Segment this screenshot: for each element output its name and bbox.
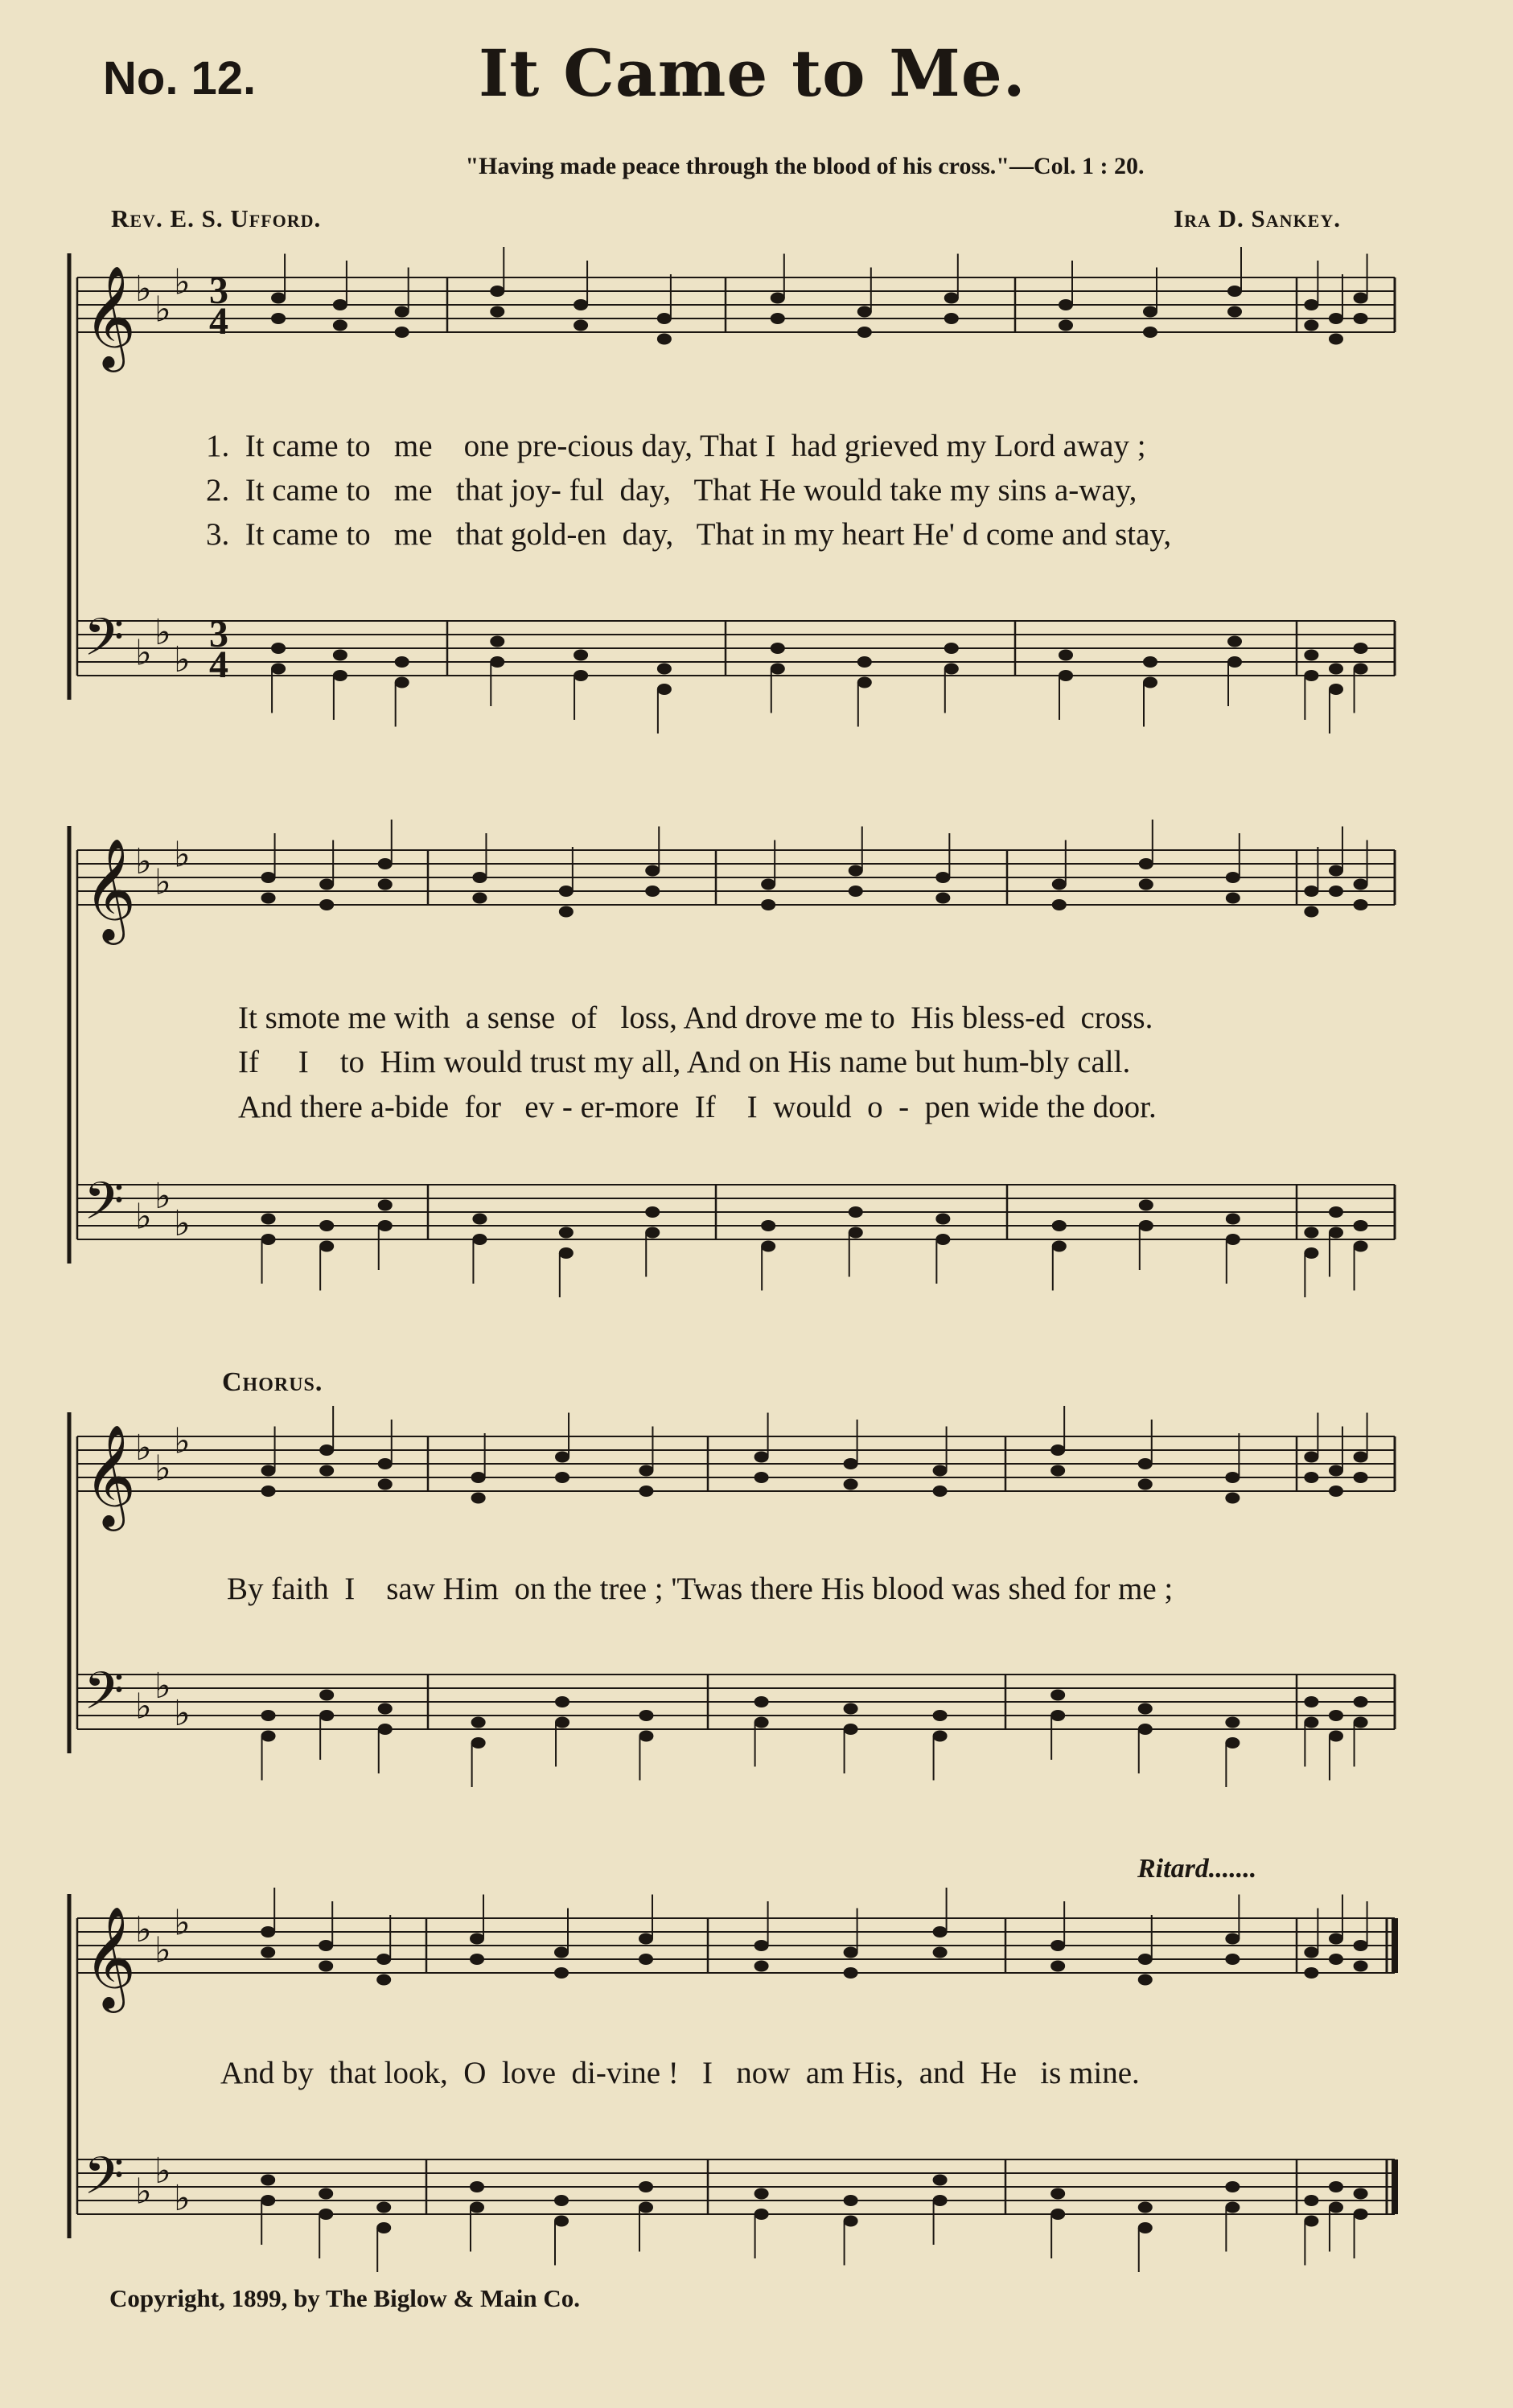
note-head xyxy=(319,2188,333,2200)
note-head xyxy=(849,1227,863,1239)
note-head xyxy=(933,1947,948,1958)
flat-sign: ♭ xyxy=(154,2151,171,2192)
note-head xyxy=(1143,327,1157,338)
chorus-label: Chorus. xyxy=(222,1367,323,1397)
note-head xyxy=(1329,865,1343,877)
note-head xyxy=(1139,1200,1153,1211)
note-head xyxy=(933,2195,948,2206)
treble-clef: 𝄞 xyxy=(84,265,137,368)
flat-sign: ♭ xyxy=(135,2171,152,2213)
note-head xyxy=(1304,1247,1318,1259)
note-head xyxy=(1226,872,1240,883)
note-head xyxy=(1226,893,1240,904)
bass-clef: 𝄢 xyxy=(84,608,125,680)
note-head xyxy=(1225,1717,1240,1728)
note-head xyxy=(261,1710,276,1721)
note-head xyxy=(771,664,785,675)
note-head xyxy=(1138,2222,1153,2233)
note-head xyxy=(574,320,588,331)
note-head xyxy=(1059,650,1073,661)
note-head xyxy=(1059,670,1073,681)
note-head xyxy=(261,2175,275,2186)
note-head xyxy=(1304,1227,1318,1239)
note-head xyxy=(645,1227,660,1239)
clefs xyxy=(84,265,136,2219)
note-head xyxy=(319,1940,333,1951)
note-head xyxy=(1225,1472,1240,1483)
note-head xyxy=(933,1926,948,1937)
note-head xyxy=(1050,1465,1065,1477)
note-head xyxy=(1225,1954,1240,1965)
time-signature-bottom: 4 xyxy=(209,643,228,686)
note-head xyxy=(645,1206,660,1218)
note-head xyxy=(754,1717,769,1728)
flat-sign: ♭ xyxy=(135,269,152,310)
note-head xyxy=(271,664,286,675)
note-head xyxy=(761,879,775,890)
note-head xyxy=(1139,1220,1153,1231)
note-head xyxy=(1304,1696,1318,1707)
note-head xyxy=(657,684,672,695)
note-head xyxy=(1059,299,1073,310)
bass-clef: 𝄢 xyxy=(84,1172,125,1244)
note-head xyxy=(657,664,672,675)
note-head xyxy=(1143,677,1157,688)
lyric-line: 1. It came to me one pre-cious day, That I had grieved my Lord away ; xyxy=(206,429,1146,463)
note-head xyxy=(944,313,959,324)
note-head xyxy=(1354,2188,1368,2200)
note-head xyxy=(1354,1241,1368,1252)
note-head xyxy=(1139,879,1153,890)
note-head xyxy=(1050,1940,1065,1951)
note-head xyxy=(657,334,672,345)
note-head xyxy=(555,1717,569,1728)
ritard-marking: Ritard....... xyxy=(1137,1854,1257,1884)
note-head xyxy=(1138,1724,1153,1735)
note-head xyxy=(1354,643,1368,654)
bass-clef: 𝄢 xyxy=(84,1662,125,1734)
note-head xyxy=(944,643,959,654)
note-head xyxy=(1226,1234,1240,1245)
note-head xyxy=(639,2181,653,2192)
note-head xyxy=(1227,636,1242,647)
note-head xyxy=(761,1220,775,1231)
flat-sign: ♭ xyxy=(154,1448,171,1490)
key-signatures xyxy=(135,262,191,2220)
note-head xyxy=(857,327,872,338)
note-head xyxy=(639,1731,653,1742)
note-head xyxy=(555,1472,569,1483)
note-head xyxy=(261,1947,275,1958)
note-head xyxy=(1329,1227,1343,1239)
note-head xyxy=(1304,299,1318,310)
note-head xyxy=(1354,1940,1368,1951)
note-head xyxy=(754,2209,769,2220)
note-head xyxy=(1329,1710,1343,1721)
note-head xyxy=(1329,1485,1343,1497)
note-head xyxy=(771,643,785,654)
note-head xyxy=(849,865,863,877)
note-head xyxy=(574,299,588,310)
time-signature-top: 3 xyxy=(209,613,228,655)
note-head xyxy=(1304,1967,1318,1979)
note-head xyxy=(1304,906,1318,918)
lyric-line: And by that look, O love di-vine ! I now am His, and He is mine. xyxy=(220,2056,1140,2090)
note-head xyxy=(1138,2202,1153,2213)
note-head xyxy=(933,1731,948,1742)
note-head xyxy=(857,656,872,668)
note-head xyxy=(376,2202,391,2213)
note-head xyxy=(1227,286,1242,297)
note-head xyxy=(1143,656,1157,668)
note-head xyxy=(378,1458,393,1469)
note-head xyxy=(1050,1444,1065,1456)
note-head xyxy=(319,1690,334,1701)
note-head xyxy=(1138,1974,1153,1986)
note-head xyxy=(639,1710,653,1721)
note-head xyxy=(261,893,276,904)
note-head xyxy=(1052,899,1067,910)
note-head xyxy=(319,1241,334,1252)
note-head xyxy=(333,320,347,331)
note-head xyxy=(471,1717,486,1728)
lyric-line: 3. It came to me that gold-en day, That in my heart He' d come and stay, xyxy=(206,517,1172,552)
note-head xyxy=(944,664,959,675)
note-head xyxy=(1050,2188,1065,2200)
note-head xyxy=(554,2216,569,2227)
note-head xyxy=(261,1234,276,1245)
note-head xyxy=(844,1458,858,1469)
note-head xyxy=(395,306,409,318)
note-head xyxy=(1052,879,1067,890)
time-signature-bottom: 4 xyxy=(209,300,228,343)
note-head xyxy=(1304,1717,1318,1728)
note-head xyxy=(1225,1933,1240,1945)
note-head xyxy=(319,879,334,890)
note-head xyxy=(470,2202,484,2213)
note-head xyxy=(639,1933,653,1945)
note-head xyxy=(1304,2195,1318,2206)
note-head xyxy=(844,1967,858,1979)
note-head xyxy=(1052,1220,1067,1231)
note-head xyxy=(933,1465,948,1477)
note-head xyxy=(849,1206,863,1218)
note-head xyxy=(1143,306,1157,318)
note-head xyxy=(490,636,504,647)
note-head xyxy=(378,1220,393,1231)
note-head xyxy=(470,2181,484,2192)
note-head xyxy=(844,1703,858,1715)
note-head xyxy=(472,872,487,883)
note-head xyxy=(261,1731,276,1742)
note-head xyxy=(472,1214,487,1225)
note-head xyxy=(1138,1954,1153,1965)
note-head xyxy=(1354,1452,1368,1463)
note-head xyxy=(844,1479,858,1490)
flat-sign: ♭ xyxy=(154,1176,171,1217)
note-head xyxy=(472,1234,487,1245)
note-head xyxy=(1304,2216,1318,2227)
note-head xyxy=(1304,1452,1318,1463)
note-head xyxy=(933,2175,948,2186)
note-head xyxy=(555,1452,569,1463)
note-head xyxy=(319,899,334,910)
note-head xyxy=(1329,1954,1343,1965)
note-head xyxy=(1329,1731,1343,1742)
note-head xyxy=(376,2222,391,2233)
note-head xyxy=(1052,1241,1067,1252)
note-head xyxy=(378,1200,393,1211)
note-head xyxy=(1304,320,1318,331)
note-head xyxy=(1059,320,1073,331)
note-head xyxy=(1329,1465,1343,1477)
flat-sign: ♭ xyxy=(154,289,171,331)
treble-clef: 𝄞 xyxy=(84,837,137,940)
note-head xyxy=(935,1234,950,1245)
note-head xyxy=(1304,650,1318,661)
note-head xyxy=(1226,1214,1240,1225)
note-head xyxy=(1225,1737,1240,1748)
note-head xyxy=(1354,1717,1368,1728)
note-head xyxy=(1139,858,1153,869)
note-head xyxy=(261,1485,276,1497)
note-head xyxy=(471,1493,486,1504)
note-head xyxy=(844,2216,858,2227)
flat-sign: ♭ xyxy=(135,1909,152,1950)
note-head xyxy=(378,1479,393,1490)
note-head xyxy=(761,1241,775,1252)
note-head xyxy=(395,656,409,668)
note-head xyxy=(271,293,286,304)
note-head xyxy=(754,1696,769,1707)
flat-sign: ♭ xyxy=(174,2178,191,2219)
note-head xyxy=(1225,2202,1240,2213)
note-head xyxy=(261,1465,276,1477)
note-head xyxy=(1050,1690,1065,1701)
note-head xyxy=(1304,1947,1318,1958)
flat-sign: ♭ xyxy=(174,1203,191,1244)
note-head xyxy=(376,1974,391,1986)
note-head xyxy=(1329,1206,1343,1218)
note-head xyxy=(319,2209,333,2220)
note-head xyxy=(1304,886,1318,897)
note-head xyxy=(657,313,672,324)
note-head xyxy=(1354,899,1368,910)
note-head xyxy=(857,306,872,318)
note-head xyxy=(645,865,660,877)
note-head xyxy=(857,677,872,688)
flat-sign: ♭ xyxy=(135,841,152,882)
time-signature-top: 3 xyxy=(209,269,228,312)
note-head xyxy=(559,1227,574,1239)
note-head xyxy=(1354,1696,1368,1707)
lyric-line: It smote me with a sense of loss, And drove me to His bless-ed cross. xyxy=(238,1001,1153,1035)
note-head xyxy=(378,879,393,890)
flat-sign: ♭ xyxy=(174,1902,191,1944)
note-head xyxy=(490,656,504,668)
note-head xyxy=(319,1444,334,1456)
note-head xyxy=(378,1724,393,1735)
note-head xyxy=(1354,1472,1368,1483)
note-head xyxy=(490,306,504,318)
note-head xyxy=(1354,2209,1368,2220)
note-head xyxy=(1329,684,1343,695)
note-head xyxy=(1050,1961,1065,1972)
note-head xyxy=(319,1961,333,1972)
note-head xyxy=(554,1947,569,1958)
note-head xyxy=(490,286,504,297)
note-head xyxy=(1329,2181,1343,2192)
note-head xyxy=(754,1940,769,1951)
note-head xyxy=(1050,2209,1065,2220)
note-head xyxy=(574,650,588,661)
note-head xyxy=(639,1485,653,1497)
note-head xyxy=(554,2195,569,2206)
note-head xyxy=(1354,664,1368,675)
note-head xyxy=(378,858,393,869)
note-head xyxy=(1329,334,1343,345)
note-head xyxy=(319,1710,334,1721)
note-head xyxy=(761,899,775,910)
flat-sign: ♭ xyxy=(174,639,191,680)
note-head xyxy=(1225,2181,1240,2192)
note-head xyxy=(1354,293,1368,304)
note-head xyxy=(844,1947,858,1958)
note-head xyxy=(1329,313,1343,324)
flat-sign: ♭ xyxy=(154,1929,171,1971)
lyricist-credit: Rev. E. S. Ufford. xyxy=(111,204,322,232)
note-head xyxy=(944,293,959,304)
note-head xyxy=(933,1485,948,1497)
note-head xyxy=(472,893,487,904)
flat-sign: ♭ xyxy=(135,1428,152,1469)
note-head xyxy=(378,1703,393,1715)
note-head xyxy=(1227,656,1242,668)
note-head xyxy=(319,1465,334,1477)
bass-clef: 𝄢 xyxy=(84,2147,125,2219)
flat-sign: ♭ xyxy=(135,1686,152,1728)
note-head xyxy=(639,2202,653,2213)
flat-sign: ♭ xyxy=(174,261,191,303)
note-head xyxy=(261,1926,275,1937)
lyric-line: And there a-bide for ev - er-more If I would o - pen wide the door. xyxy=(238,1090,1157,1124)
note-head xyxy=(261,872,276,883)
hymn-title: It Came to Me. xyxy=(479,35,1026,111)
note-head xyxy=(470,1933,484,1945)
note-head xyxy=(1354,1961,1368,1972)
flat-sign: ♭ xyxy=(135,632,152,674)
note-head xyxy=(1227,306,1242,318)
note-head xyxy=(319,1220,334,1231)
note-head xyxy=(935,893,950,904)
note-head xyxy=(333,650,347,661)
note-head xyxy=(1304,1472,1318,1483)
note-head xyxy=(771,313,785,324)
flat-sign: ♭ xyxy=(154,861,171,903)
note-head xyxy=(395,677,409,688)
composer-credit: Ira D. Sankey. xyxy=(1174,204,1341,232)
note-head xyxy=(271,313,286,324)
note-head xyxy=(1138,1703,1153,1715)
note-head xyxy=(935,872,950,883)
note-head xyxy=(555,1696,569,1707)
note-head xyxy=(639,1465,653,1477)
note-head xyxy=(1138,1479,1153,1490)
treble-clef: 𝄞 xyxy=(84,1424,137,1527)
note-head xyxy=(559,906,574,918)
flat-sign: ♭ xyxy=(174,1420,191,1462)
note-head xyxy=(844,1724,858,1735)
note-head xyxy=(1354,1220,1368,1231)
note-head xyxy=(1329,2202,1343,2213)
lyric-line: 2. It came to me that joy- ful day, That He would take my sins a-way, xyxy=(206,473,1137,507)
note-head xyxy=(754,1452,769,1463)
note-head xyxy=(754,2188,769,2200)
note-head xyxy=(395,327,409,338)
copyright-notice: Copyright, 1899, by The Biglow & Main Co. xyxy=(109,2284,581,2312)
note-head xyxy=(333,670,347,681)
note-head xyxy=(1304,670,1318,681)
note-head xyxy=(645,886,660,897)
note-head xyxy=(471,1737,486,1748)
note-head xyxy=(849,886,863,897)
note-head xyxy=(1354,879,1368,890)
note-head xyxy=(470,1954,484,1965)
note-head xyxy=(935,1214,950,1225)
note-head xyxy=(1329,664,1343,675)
note-head xyxy=(1354,313,1368,324)
note-head xyxy=(1329,1933,1343,1945)
flat-sign: ♭ xyxy=(135,1196,152,1238)
lyric-line: If I to Him would trust my all, And on His name but hum-bly call. xyxy=(238,1045,1131,1079)
note-head xyxy=(559,886,574,897)
flat-sign: ♭ xyxy=(154,612,171,653)
flat-sign: ♭ xyxy=(174,1693,191,1734)
note-head xyxy=(261,2195,275,2206)
flat-sign: ♭ xyxy=(174,834,191,876)
note-head xyxy=(639,1954,653,1965)
note-head xyxy=(754,1472,769,1483)
note-head xyxy=(1329,886,1343,897)
note-head xyxy=(271,643,286,654)
hymn-number: No. 12. xyxy=(103,52,257,105)
scripture-quote: "Having made peace through the blood of his cross."—Col. 1 : 20. xyxy=(465,153,1145,179)
note-head xyxy=(471,1472,486,1483)
note-head xyxy=(1138,1458,1153,1469)
note-head xyxy=(1225,1493,1240,1504)
note-head xyxy=(844,2195,858,2206)
note-head xyxy=(771,293,785,304)
note-head xyxy=(333,299,347,310)
flat-sign: ♭ xyxy=(154,1666,171,1707)
note-head xyxy=(554,1967,569,1979)
note-head xyxy=(1050,1710,1065,1721)
note-head xyxy=(574,670,588,681)
note-head xyxy=(261,1214,276,1225)
note-head xyxy=(754,1961,769,1972)
note-head xyxy=(933,1710,948,1721)
lyric-line: By faith I saw Him on the tree ; 'Twas there His blood was shed for me ; xyxy=(227,1572,1174,1606)
treble-clef: 𝄞 xyxy=(84,1905,137,2008)
note-head xyxy=(559,1247,574,1259)
note-head xyxy=(376,1954,391,1965)
